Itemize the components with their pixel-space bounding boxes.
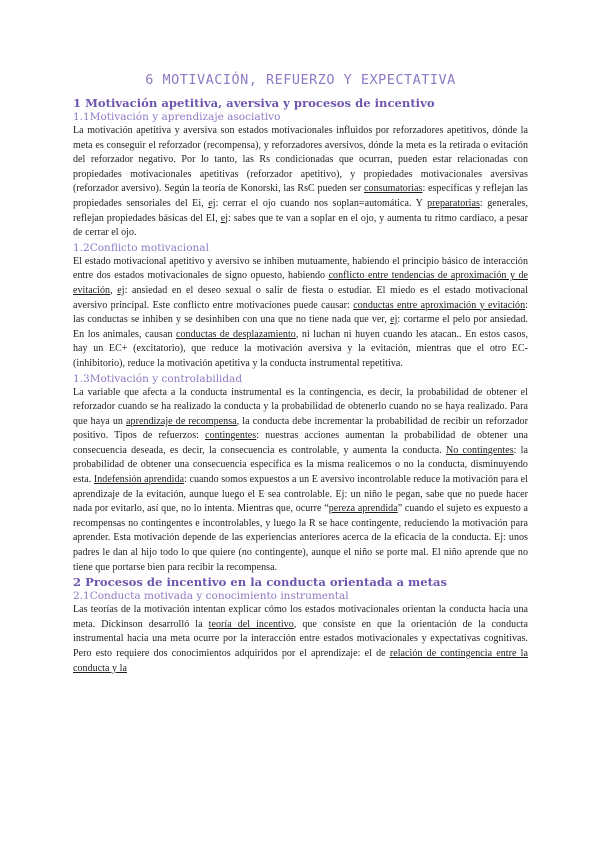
section-heading: 1 Motivación apetitiva, aversiva y procesos de incentivo xyxy=(73,96,435,110)
section-2 xyxy=(73,575,528,676)
subsection-heading: 2.1Conducta motivada y conocimiento instrumental xyxy=(73,590,349,603)
body-paragraph: La variable que afecta a la conducta instrumental es la contingencia, es decir, la probabilidad de obtener el reforzador cuando se ha realizado la conducta y la probabilidad de obtenerlo cuando no se haya realizado. Para que haya un aprendizaje de recompensa, la conducta debe incrementar la probabilidad de recibir un reforzador positivo. Tipos de refuerzos: contingentes: nuestras acciones aumentan la probabilidad de obtener una consecuencia deseada, es decir, la consecuencia es controlable, y aumenta la conducta. No contingentes: la probabilidad de obtener una consecuencia específica es la misma realicemos o no la conducta, disminuyendo esta. Indefensión aprendida: cuando somos expuestos a un E aversivo incontrolable reduce la motivación para el aprendizaje de la evitación, aunque luego el E sea controlable. Ej: un niño le pegan, sabe que no puede hacer nada por evitarlo, así que, no lo intenta. Mientras que, ocurre “pereza aprendida” cuando el sujeto es expuesto a recompensas no contingentes e incontrolables, y luego la R se hace contingente, reduciendo la motivación para aprender. Esta motivación depende de las experiencias anteriores acerca de la eficacia de la conducta. Ej: unos padres le dan al hijo todo lo que quiere (no contingente), aunque el niño se porte mal. El niño aprende que no tiene que portarse bien para recibir la recompensa. xyxy=(73,386,529,573)
section-heading: 2 Procesos de incentivo en la conducta orientada a metas xyxy=(73,575,448,590)
subsection-heading: 1.2Conflicto motivacional xyxy=(73,241,209,254)
subsection-heading: 1.3Motivación y controlabilidad xyxy=(73,372,243,385)
body-paragraph: Las teorías de la motivación intentan explicar cómo los estados motivacionales orientan la conducta hacia una meta. Dickinson desarrolló la teoría del incentivo, que consiste en que la orientación de la conducta instrumental hacia una meta ocurre por la interacción entre estados motivacionales y expectativas cognitivas. Pero esto requiere dos conocimientos adquiridos por el aprendizaje: el de relación de contingencia entre la conducta y la xyxy=(73,604,529,674)
subsection-heading: 1.1Motivación y aprendizaje asociativo xyxy=(73,111,281,123)
section-1 xyxy=(73,96,528,575)
body-paragraph: El estado motivacional apetitivo y aversivo se inhiben mutuamente, habiendo el principio básico de interacción entre dos estados motivacionales de signo opuesto, habiendo conflicto entre tendencias de aproximación y de evitación, ej: ansiedad en el deseo sexual o salir de fiesta o estudiar. El miedo es el estado motivacional aversivo principal. Este conflicto entre motivaciones puede causar: conductas entre aproximación y evitación: las conductas se inhiben y se desinhiben con una que no tiene nada que ver, ej: cortarme el pelo por ansiedad. En los animales, causan conductas de desplazamiento, ni luchan ni huyen cuando les atacan.. En estos casos, hay un EC+ (excitatorio), que reduce la motivación aversiva y la evitación, mientras que el otro EC- (inhibitorio), reduce la motivación apetitiva y la conducta instrumental repetitiva. xyxy=(73,255,529,369)
document-title: 6 MOTIVACIÓN, REFUERZO Y EXPECTATIVA xyxy=(145,72,456,88)
body-paragraph: La motivación apetitiva y aversiva son estados motivacionales influidos por reforzadores apetitivos, dónde la meta es conseguir el reforzador (recompensa), y reforzadores aversivos, dónde la meta es la retirada o evitación del reforzador negativo. Por lo tanto, las Rs condicionadas que ocurran, pueden estar relacionadas con propiedades motivacionales apetitivas (reforzador apetitivo), y propiedades motivacionales aversivas (reforzador aversivo). Según la teoría de Konorski, las RsC pueden ser consumatorias: específicas y reflejan las propiedades sensoriales del Ei, ej: cerrar el ojo cuando nos soplan=automática. Y preparatorias: generales, reflejan propiedades básicas del EI, ej: sabes que te van a soplar en el ojo, y aumenta tu ritmo cardiaco, a pesar de cerrar el ojo. xyxy=(73,125,529,239)
